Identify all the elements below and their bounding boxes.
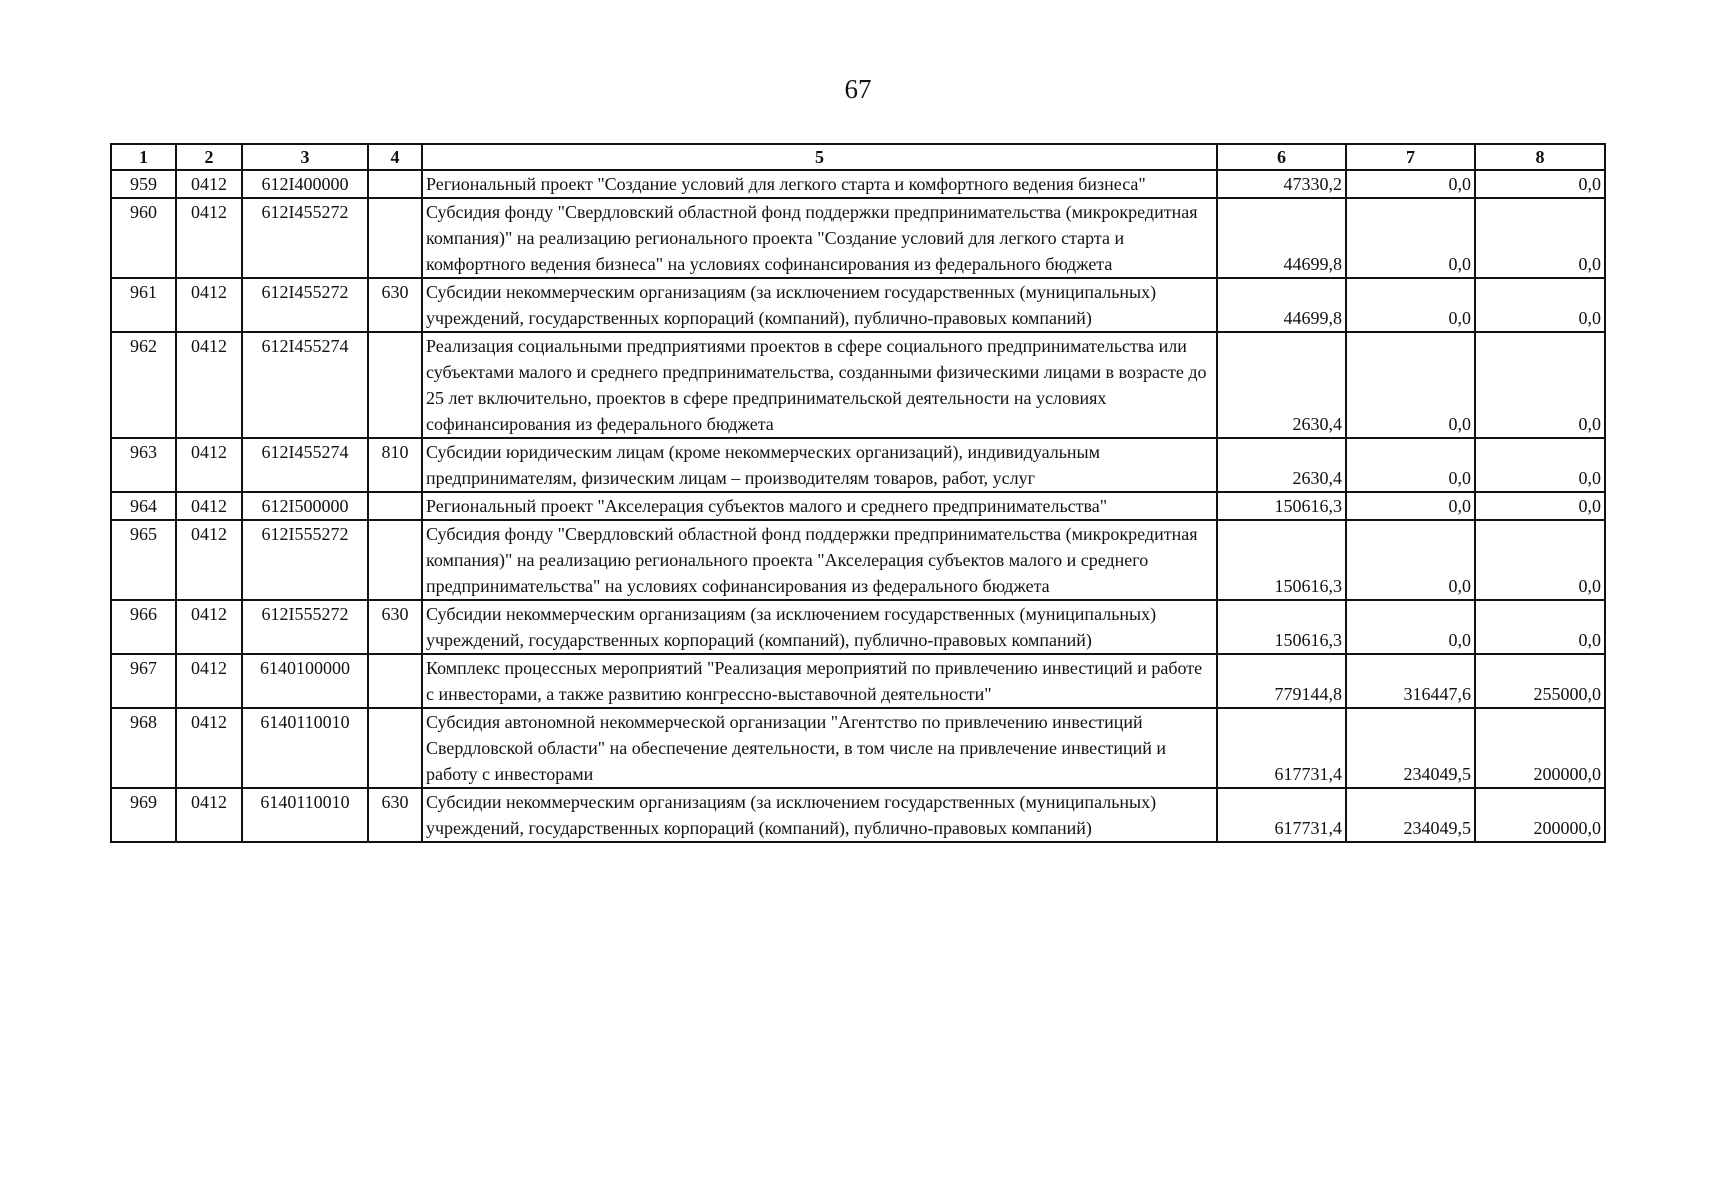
section-code: 0412 xyxy=(176,278,242,332)
target-article-code: 612I500000 xyxy=(242,492,368,520)
target-article-code: 612I455272 xyxy=(242,198,368,278)
amount-col-8: 0,0 xyxy=(1475,600,1605,654)
amount-col-8: 0,0 xyxy=(1475,170,1605,198)
target-article-code: 612I455274 xyxy=(242,332,368,438)
column-header-3: 3 xyxy=(242,144,368,170)
table-body xyxy=(111,170,1605,842)
section-code: 0412 xyxy=(176,170,242,198)
row-description: Комплекс процессных мероприятий "Реализация мероприятий по привлечению инвестиций и работе с инвесторами, а также развитию конгрессно-выставочной деятельности" xyxy=(422,654,1217,708)
expense-type-code xyxy=(368,198,422,278)
row-description: Субсидии юридическим лицам (кроме некоммерческих организаций), индивидуальным предпринимателям, физическим лицам – производителям товаров, работ, услуг xyxy=(422,438,1217,492)
amount-col-7: 0,0 xyxy=(1346,332,1475,438)
row-description: Региональный проект "Создание условий для легкого старта и комфортного ведения бизнеса" xyxy=(422,170,1217,198)
section-code: 0412 xyxy=(176,600,242,654)
amount-col-8: 0,0 xyxy=(1475,332,1605,438)
row-number: 961 xyxy=(111,278,176,332)
table-row xyxy=(111,520,1605,600)
row-description: Субсидии некоммерческим организациям (за исключением государственных (муниципальных) учреждений, государственных корпораций (компаний), публично-правовых компаний) xyxy=(422,278,1217,332)
row-description: Субсидия фонду "Свердловский областной фонд поддержки предпринимательства (микрокредитная компания)" на реализацию регионального проекта "Акселерация субъектов малого и среднего предпринимательства" на условиях софинансирования из федерального бюджета xyxy=(422,520,1217,600)
expense-type-code xyxy=(368,520,422,600)
row-number: 968 xyxy=(111,708,176,788)
amount-col-6: 47330,2 xyxy=(1217,170,1346,198)
target-article-code: 6140100000 xyxy=(242,654,368,708)
amount-col-6: 779144,8 xyxy=(1217,654,1346,708)
amount-col-8: 0,0 xyxy=(1475,278,1605,332)
column-header-4: 4 xyxy=(368,144,422,170)
table-row xyxy=(111,438,1605,492)
expense-type-code xyxy=(368,708,422,788)
row-description: Региональный проект "Акселерация субъектов малого и среднего предпринимательства" xyxy=(422,492,1217,520)
section-code: 0412 xyxy=(176,654,242,708)
target-article-code: 612I555272 xyxy=(242,520,368,600)
amount-col-6: 617731,4 xyxy=(1217,788,1346,842)
amount-col-7: 0,0 xyxy=(1346,198,1475,278)
expense-type-code: 630 xyxy=(368,278,422,332)
column-header-1: 1 xyxy=(111,144,176,170)
amount-col-6: 44699,8 xyxy=(1217,278,1346,332)
row-description: Субсидии некоммерческим организациям (за исключением государственных (муниципальных) учреждений, государственных корпораций (компаний), публично-правовых компаний) xyxy=(422,600,1217,654)
row-number: 962 xyxy=(111,332,176,438)
amount-col-7: 0,0 xyxy=(1346,170,1475,198)
target-article-code: 6140110010 xyxy=(242,788,368,842)
table-row xyxy=(111,170,1605,198)
row-number: 965 xyxy=(111,520,176,600)
section-code: 0412 xyxy=(176,438,242,492)
amount-col-8: 200000,0 xyxy=(1475,708,1605,788)
amount-col-7: 316447,6 xyxy=(1346,654,1475,708)
amount-col-6: 44699,8 xyxy=(1217,198,1346,278)
table-row xyxy=(111,654,1605,708)
section-code: 0412 xyxy=(176,492,242,520)
section-code: 0412 xyxy=(176,332,242,438)
target-article-code: 612I455274 xyxy=(242,438,368,492)
row-number: 964 xyxy=(111,492,176,520)
row-number: 963 xyxy=(111,438,176,492)
table-row xyxy=(111,708,1605,788)
amount-col-7: 0,0 xyxy=(1346,520,1475,600)
target-article-code: 6140110010 xyxy=(242,708,368,788)
expense-type-code xyxy=(368,170,422,198)
header-row xyxy=(111,144,1605,170)
row-number: 967 xyxy=(111,654,176,708)
amount-col-8: 0,0 xyxy=(1475,438,1605,492)
table-row xyxy=(111,278,1605,332)
amount-col-6: 150616,3 xyxy=(1217,520,1346,600)
amount-col-6: 617731,4 xyxy=(1217,708,1346,788)
amount-col-8: 0,0 xyxy=(1475,198,1605,278)
column-header-6: 6 xyxy=(1217,144,1346,170)
section-code: 0412 xyxy=(176,788,242,842)
table-row xyxy=(111,788,1605,842)
amount-col-7: 0,0 xyxy=(1346,600,1475,654)
amount-col-7: 0,0 xyxy=(1346,278,1475,332)
amount-col-7: 234049,5 xyxy=(1346,788,1475,842)
amount-col-7: 234049,5 xyxy=(1346,708,1475,788)
expense-type-code xyxy=(368,654,422,708)
amount-col-8: 255000,0 xyxy=(1475,654,1605,708)
amount-col-7: 0,0 xyxy=(1346,492,1475,520)
target-article-code: 612I400000 xyxy=(242,170,368,198)
expense-type-code: 630 xyxy=(368,788,422,842)
expense-type-code: 630 xyxy=(368,600,422,654)
table-row xyxy=(111,492,1605,520)
budget-table xyxy=(110,143,1606,843)
section-code: 0412 xyxy=(176,520,242,600)
table-row xyxy=(111,332,1605,438)
target-article-code: 612I555272 xyxy=(242,600,368,654)
column-header-5: 5 xyxy=(422,144,1217,170)
section-code: 0412 xyxy=(176,198,242,278)
column-header-8: 8 xyxy=(1475,144,1605,170)
amount-col-7: 0,0 xyxy=(1346,438,1475,492)
amount-col-6: 2630,4 xyxy=(1217,332,1346,438)
expense-type-code xyxy=(368,492,422,520)
amount-col-8: 0,0 xyxy=(1475,520,1605,600)
row-description: Субсидии некоммерческим организациям (за исключением государственных (муниципальных) учреждений, государственных корпораций (компаний), публично-правовых компаний) xyxy=(422,788,1217,842)
row-number: 969 xyxy=(111,788,176,842)
column-header-7: 7 xyxy=(1346,144,1475,170)
amount-col-8: 0,0 xyxy=(1475,492,1605,520)
column-header-2: 2 xyxy=(176,144,242,170)
row-number: 966 xyxy=(111,600,176,654)
section-code: 0412 xyxy=(176,708,242,788)
amount-col-6: 150616,3 xyxy=(1217,492,1346,520)
table-row xyxy=(111,600,1605,654)
row-description: Субсидия фонду "Свердловский областной фонд поддержки предпринимательства (микрокредитная компания)" на реализацию регионального проекта "Создание условий для легкого старта и комфортного ведения бизнеса" на условиях софинансирования из федерального бюджета xyxy=(422,198,1217,278)
row-description: Субсидия автономной некоммерческой организации "Агентство по привлечению инвестиций Свердловской области" на обеспечение деятельности, в том числе на привлечение инвестиций и работу с инвесторами xyxy=(422,708,1217,788)
page-number: 67 xyxy=(844,74,872,104)
row-number: 960 xyxy=(111,198,176,278)
amount-col-6: 2630,4 xyxy=(1217,438,1346,492)
table-row xyxy=(111,198,1605,278)
amount-col-6: 150616,3 xyxy=(1217,600,1346,654)
target-article-code: 612I455272 xyxy=(242,278,368,332)
row-number: 959 xyxy=(111,170,176,198)
row-description: Реализация социальными предприятиями проектов в сфере социального предпринимательства или субъектами малого и среднего предпринимательства, созданными физическими лицами в возрасте до 25 лет включительно, проектов в сфере предпринимательской деятельности на условиях софинансирования из федерального бюджета xyxy=(422,332,1217,438)
expense-type-code: 810 xyxy=(368,438,422,492)
amount-col-8: 200000,0 xyxy=(1475,788,1605,842)
expense-type-code xyxy=(368,332,422,438)
